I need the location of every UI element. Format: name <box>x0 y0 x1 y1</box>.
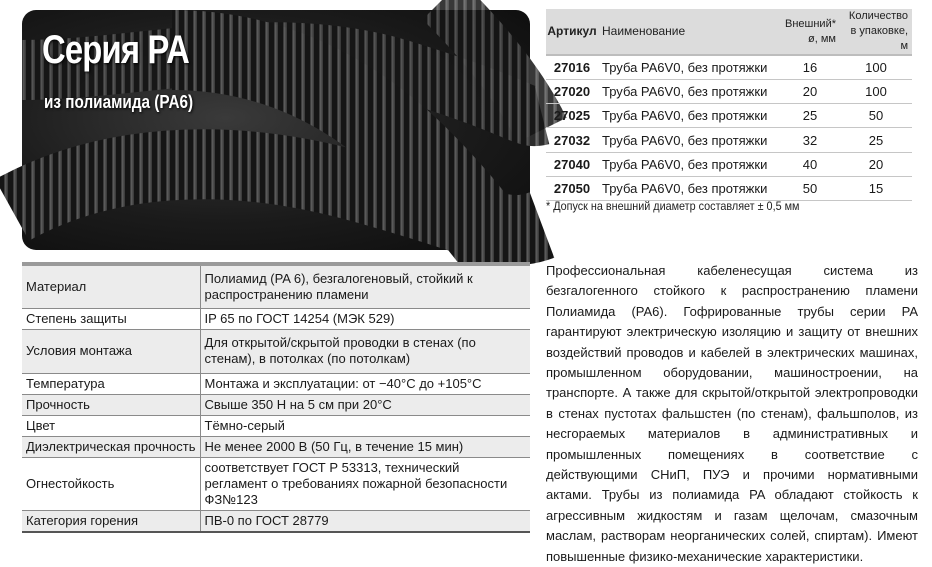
cell-name: Труба PA6V0, без протяжки <box>598 152 780 176</box>
cell-diameter: 20 <box>780 79 840 103</box>
header-article: Артикул <box>546 9 598 55</box>
spec-label: Цвет <box>22 415 200 436</box>
cell-name: Труба PA6V0, без протяжки <box>598 104 780 128</box>
cell-quantity: 20 <box>840 152 912 176</box>
header-name: Наименование <box>598 9 780 55</box>
cell-quantity: 100 <box>840 55 912 79</box>
spec-label: Температура <box>22 373 200 394</box>
cell-article: 27032 <box>546 128 598 152</box>
spec-row <box>22 457 530 510</box>
header-outer-diameter-line2: ø, мм <box>808 32 836 45</box>
cell-diameter: 40 <box>780 152 840 176</box>
header-outer-diameter-line1: Внешний* <box>785 17 836 30</box>
article-table-header <box>546 9 912 55</box>
cell-diameter: 32 <box>780 128 840 152</box>
hero-title: Серия PA <box>42 28 189 72</box>
cell-quantity: 15 <box>840 176 912 200</box>
cell-article: 27020 <box>546 79 598 103</box>
cell-quantity: 50 <box>840 104 912 128</box>
spec-value: Монтажа и эксплуатации: от −40°С до +105°С <box>200 373 530 394</box>
cell-article: 27040 <box>546 152 598 176</box>
spec-row <box>22 373 530 394</box>
spec-value: Свыше 350 Н на 5 см при 20°С <box>200 394 530 415</box>
spec-row <box>22 329 530 373</box>
product-description: Профессиональная кабеленесущая система из безгалогенного стойкого к распространению пламени Полиамида (PA6). Гофрированные трубы серии PA гарантируют электрическую изоляцию и защиту от внешних воздействий проводов и кабелей в электрических машинах, промышленном оборудовании, машиностроении, на транспорте. А также для скрытой/открытой электропроводки в стенах пустотах фальшстен (по стенам), фальшполов, из несгораемых материалов в административных и промышленных помещениях в соответствие с действующими СНиП, ПУЭ и прочими нормативными актами. Трубы из полиамида PA обладают стойкость к агрессивным жидкостям и газам щелочам, смазочным маслам, растворам неорганических солей, спиртам). Имеют повышенные физико-механические характеристики. <box>546 263 918 564</box>
diameter-tolerance-footnote: * Допуск на внешний диаметр составляет ± 0,5 мм <box>546 199 800 213</box>
spec-label: Условия монтажа <box>22 329 200 373</box>
spec-value: IP 65 по ГОСТ 14254 (МЭК 529) <box>200 308 530 329</box>
table-row <box>546 79 912 103</box>
table-row <box>546 104 912 128</box>
spec-value: Для открытой/скрытой проводки в стенах (по стенам), в потолках (по потолкам) <box>200 329 530 373</box>
spec-value: ПВ-0 по ГОСТ 28779 <box>200 510 530 532</box>
spec-row <box>22 510 530 532</box>
spec-value: Тёмно-серый <box>200 415 530 436</box>
specifications-table <box>22 262 530 533</box>
cell-article: 27025 <box>546 104 598 128</box>
spec-value: Полиамид (PA 6), безгалогеновый, стойкий к распространению пламени <box>200 264 530 308</box>
hero-subtitle: из полиамида (PA6) <box>44 92 194 112</box>
table-row <box>546 128 912 152</box>
header-outer-diameter <box>780 9 840 55</box>
spec-label: Диэлектрическая прочность <box>22 436 200 457</box>
spec-label: Материал <box>22 264 200 308</box>
header-quantity-line1: Количество <box>848 10 908 22</box>
spec-label: Степень защиты <box>22 308 200 329</box>
spec-row <box>22 436 530 457</box>
cell-name: Труба PA6V0, без протяжки <box>598 79 780 103</box>
cell-diameter: 25 <box>780 104 840 128</box>
spec-row <box>22 415 530 436</box>
cell-article: 27050 <box>546 176 598 200</box>
hero-photo <box>22 10 530 250</box>
spec-label: Прочность <box>22 394 200 415</box>
cell-name: Труба PA6V0, без протяжки <box>598 128 780 152</box>
spec-value: Не менее 2000 В (50 Гц, в течение 15 мин) <box>200 436 530 457</box>
table-row <box>546 176 912 200</box>
cell-name: Труба PA6V0, без протяжки <box>598 55 780 79</box>
cell-diameter: 50 <box>780 176 840 200</box>
cell-quantity: 25 <box>840 128 912 152</box>
cell-quantity: 100 <box>840 79 912 103</box>
spec-row <box>22 308 530 329</box>
table-row <box>546 55 912 79</box>
cell-article: 27016 <box>546 55 598 79</box>
cell-diameter: 16 <box>780 55 840 79</box>
header-quantity <box>840 9 912 55</box>
header-quantity-line2: в упаковке, м <box>850 25 908 52</box>
spec-row <box>22 394 530 415</box>
article-table <box>546 9 912 201</box>
spec-value: соответствует ГОСТ Р 53313, технический регламент о требованиях пожарной безопасности ФЗ№123 <box>200 457 530 510</box>
spec-label: Огнестойкость <box>22 457 200 510</box>
cell-name: Труба PA6V0, без протяжки <box>598 176 780 200</box>
spec-row <box>22 264 530 308</box>
spec-label: Категория горения <box>22 510 200 532</box>
table-row <box>546 152 912 176</box>
